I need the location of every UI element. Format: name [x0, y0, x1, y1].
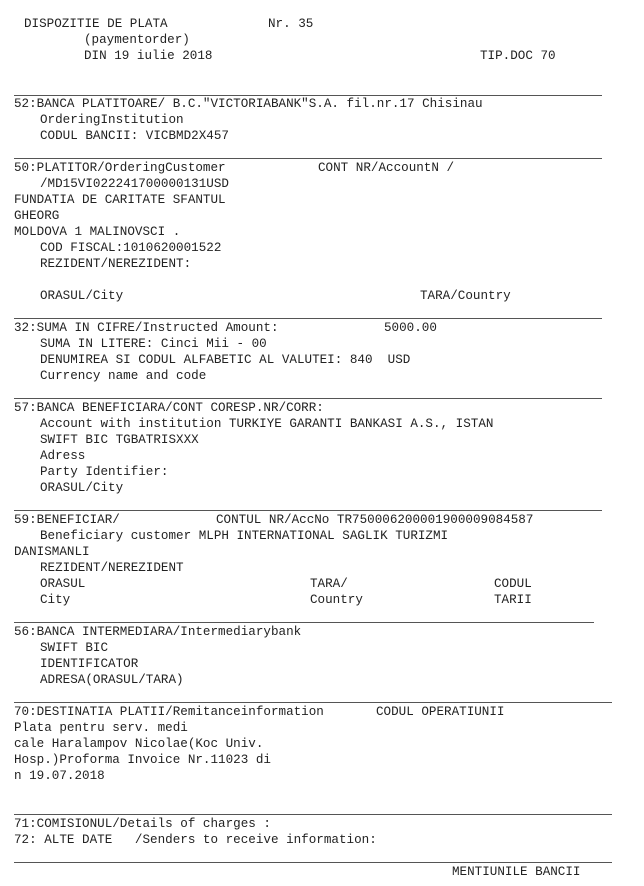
operation-code-label: CODUL OPERATIUNII	[376, 705, 505, 719]
intermediary-address: ADRESA(ORASUL/TARA)	[40, 673, 184, 687]
beneficiary-resident-status: REZIDENT/NEREZIDENT	[40, 561, 184, 575]
party-identifier: Party Identifier:	[40, 465, 169, 479]
currency-label: DENUMIREA SI CODUL ALFABETIC AL VALUTEI: 840 USD	[40, 353, 411, 367]
document-subtitle: (paymentorder)	[84, 33, 190, 47]
beneficiary-city-label: ORASUL	[40, 577, 86, 591]
document-date: DIN 19 iulie 2018	[84, 49, 213, 63]
amount-in-words: SUMA IN LITERE: Cinci Mii - 00	[40, 337, 267, 351]
beneficiary-city-label-en: City	[40, 593, 71, 607]
payer-name-continued: GHEORG	[14, 209, 60, 223]
section-divider	[14, 318, 602, 319]
section-divider	[14, 862, 612, 863]
beneficiary-bank-label: 57:BANCA BENEFICIARA/CONT CORESP.NR/CORR:	[14, 401, 324, 415]
section-divider	[14, 622, 594, 623]
payer-label: 50:PLATITOR/OrderingCustomer	[14, 161, 226, 175]
remittance-line-4: n 19.07.2018	[14, 769, 105, 783]
beneficiary-account: CONTUL NR/AccNo TR750006200001900009084587	[216, 513, 534, 527]
section-divider	[14, 702, 612, 703]
beneficiary-customer: Beneficiary customer MLPH INTERNATIONAL SAGLIK TURIZMI	[40, 529, 449, 543]
payer-bank-label: 52:BANCA PLATITOARE/ B.C."VICTORIABANK"S.A. fil.nr.17 Chisinau	[14, 97, 483, 111]
remittance-line-3: Hosp.)Proforma Invoice Nr.11023 di	[14, 753, 271, 767]
beneficiary-name-continued: DANISMANLI	[14, 545, 90, 559]
currency-name-label: Currency name and code	[40, 369, 207, 383]
beneficiary-country-code-label: CODUL	[494, 577, 532, 591]
beneficiary-country-label: TARA/	[310, 577, 348, 591]
beneficiary-bank-city: ORASUL/City	[40, 481, 124, 495]
section-divider	[14, 814, 612, 815]
other-data-label: 72: ALTE DATE /Senders to receive information:	[14, 833, 377, 847]
payer-city: ORASUL/City	[40, 289, 124, 303]
account-with-institution: Account with institution TURKIYE GARANTI BANKASI A.S., ISTAN	[40, 417, 494, 431]
ordering-institution-label: OrderingInstitution	[40, 113, 184, 127]
payer-bank-code: CODUL BANCII: VICBMD2X457	[40, 129, 229, 143]
amount-label: 32:SUMA IN CIFRE/Instructed Amount:	[14, 321, 279, 335]
intermediary-identifier: IDENTIFICATOR	[40, 657, 139, 671]
payer-account-label: CONT NR/AccountN /	[318, 161, 455, 175]
payer-name: FUNDATIA DE CARITATE SFANTUL	[14, 193, 226, 207]
document-number: Nr. 35	[268, 17, 314, 31]
remittance-line-2: cale Haralampov Nicolae(Koc Univ.	[14, 737, 264, 751]
payer-resident-status: REZIDENT/NEREZIDENT:	[40, 257, 192, 271]
payer-fiscal-code: COD FISCAL:1010620001522	[40, 241, 222, 255]
payer-address: MOLDOVA 1 MALINOVSCI .	[14, 225, 181, 239]
bank-notes-label: MENTIUNILE BANCII	[452, 865, 581, 879]
intermediary-swift: SWIFT BIC	[40, 641, 109, 655]
amount-value: 5000.00	[384, 321, 437, 335]
payer-account: /MD15VI022241700000131USD	[40, 177, 229, 191]
beneficiary-label: 59:BENEFICIAR/	[14, 513, 120, 527]
beneficiary-bank-swift: SWIFT BIC TGBATRISXXX	[40, 433, 199, 447]
remittance-line-1: Plata pentru serv. medi	[14, 721, 188, 735]
beneficiary-country-label-en: Country	[310, 593, 363, 607]
payment-destination-label: 70:DESTINATIA PLATII/Remitanceinformation	[14, 705, 324, 719]
document-type: TIP.DOC 70	[480, 49, 556, 63]
beneficiary-bank-address: Adress	[40, 449, 86, 463]
charges-details-label: 71:COMISIONUL/Details of charges :	[14, 817, 271, 831]
section-divider	[14, 158, 602, 159]
section-divider	[14, 510, 602, 511]
beneficiary-country-code-label-2: TARII	[494, 593, 532, 607]
document-title: DISPOZITIE DE PLATA	[24, 17, 168, 31]
payer-country: TARA/Country	[420, 289, 511, 303]
intermediary-bank-label: 56:BANCA INTERMEDIARA/Intermediarybank	[14, 625, 302, 639]
section-divider	[14, 398, 602, 399]
